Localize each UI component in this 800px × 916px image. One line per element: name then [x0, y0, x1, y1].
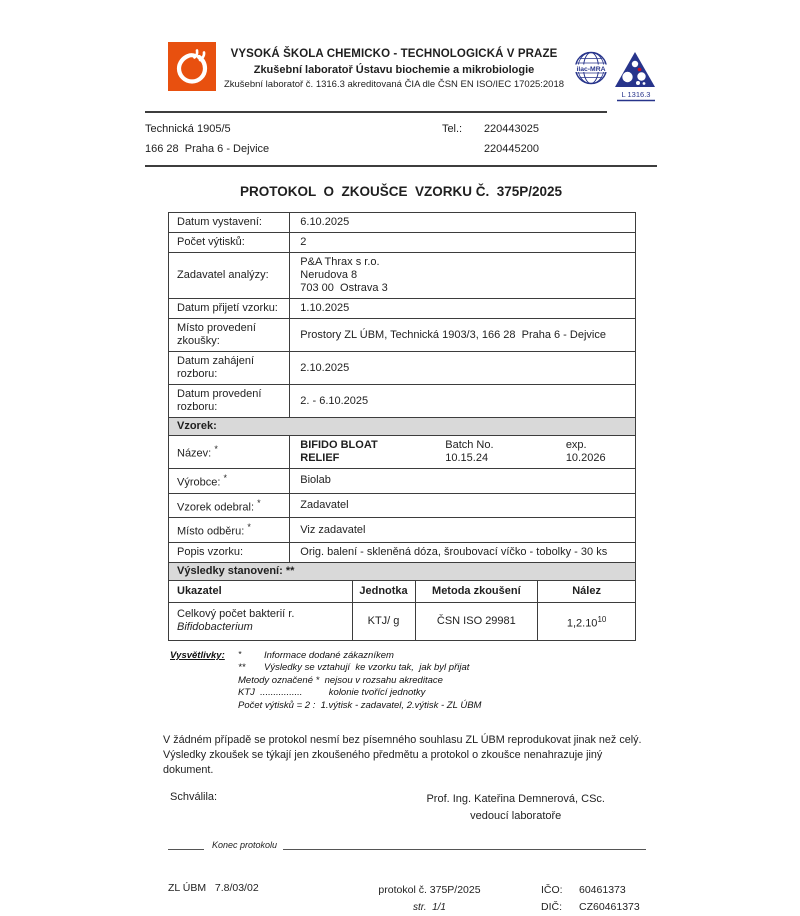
- address-city: 166 28 Praha 6 - Dejvice: [145, 143, 270, 155]
- row-value: Zadavatel: [290, 493, 636, 518]
- header-divider-top: [145, 111, 607, 113]
- result-cell: 1,2.10$^{10}$: [538, 602, 636, 640]
- table-row: [169, 352, 636, 385]
- table-row: [169, 436, 636, 469]
- batch-number: Batch No. 10.15.24: [445, 439, 494, 464]
- tel-label-spacer: [442, 139, 484, 159]
- expiry-date: exp. 10.2026: [565, 439, 606, 464]
- row-value: 2.10.2025: [290, 352, 636, 385]
- header-divider-bottom: [145, 165, 657, 167]
- section-row-sample: [169, 418, 636, 436]
- sample-info-table: [168, 212, 636, 581]
- phone-number-2: 220445200: [483, 143, 539, 155]
- footnote-text: Výsledky se vztahují ke vzorku tak, jak byl přijat: [264, 662, 470, 674]
- laboratory-name: Zkušební laboratoř Ústavu biochemie a mikrobiologie: [253, 64, 535, 76]
- footnote-line: [170, 650, 657, 663]
- end-line-segment-short: [168, 849, 204, 850]
- col-header-unit: Jednotka: [352, 580, 415, 602]
- document-content: [145, 42, 657, 916]
- col-header-indicator: Ukazatel: [169, 580, 353, 602]
- results-table: [168, 580, 636, 641]
- col-header-result: Nález: [538, 580, 636, 602]
- table-row: [169, 518, 636, 543]
- row-value: Prostory ZL ÚBM, Technická 1903/3, 166 28 Praha 6 - Dejvice: [290, 319, 636, 352]
- ico-value: 60461373: [579, 884, 626, 897]
- footer-page-number: str. 1/1: [413, 902, 446, 914]
- ico-label: IČO:: [541, 884, 563, 897]
- table-row: [169, 213, 636, 233]
- row-value: 2. - 6.10.2025: [290, 385, 636, 418]
- col-header-method: Metoda zkoušení: [415, 580, 538, 602]
- table-row: [169, 233, 636, 253]
- document-footer: [168, 882, 646, 916]
- accreditation-line: Zkušební laboratoř č. 1316.3 akreditovaná ČIA dle ČSN EN ISO/IEC 17025:2018: [223, 79, 565, 90]
- cia-accreditation-icon: [613, 50, 657, 102]
- ilac-mra-icon: [572, 50, 610, 90]
- university-name: VYSOKÁ ŠKOLA CHEMICKO - TECHNOLOGICKÁ V PRAZE: [230, 48, 558, 60]
- client-street: Nerudova 8: [300, 269, 358, 281]
- footnote-text: Počet výtisků = 2 : 1.výtisk - zadavatel, 2.výtisk - ZL ÚBM: [238, 699, 482, 711]
- legal-statement: V žádném případě se protokol nesmí bez písemného souhlasu ZL ÚBM reprodukovat jinak než celý. Výsledky zkoušek se týkají jen zkoušeného předmětu a protokol o zkoušce nenahrazuje jiný dokument.: [163, 734, 642, 777]
- results-header-row: [169, 580, 636, 602]
- row-value: [290, 436, 636, 469]
- footer-company-ids: [541, 882, 646, 916]
- end-line-segment-long: [283, 849, 646, 850]
- row-value: 6.10.2025: [290, 213, 636, 233]
- section-header-results: Výsledky stanovení: **: [169, 562, 636, 580]
- phone-block: [442, 119, 539, 159]
- table-row: [169, 253, 636, 299]
- row-label: Název: *: [169, 436, 290, 469]
- footnote-marker: **: [238, 662, 246, 674]
- row-label: Datum zahájení rozboru:: [169, 352, 290, 385]
- row-label: Datum přijetí vzorku:: [169, 299, 290, 319]
- tel-label: Tel.:: [441, 123, 463, 135]
- vscht-logo-icon: [168, 42, 216, 91]
- row-label: Datum vystavení:: [169, 213, 290, 233]
- footer-protocol-number: protokol č. 375P/2025: [378, 884, 481, 897]
- approval-block: [170, 791, 657, 825]
- end-of-protocol-line: [168, 840, 646, 850]
- row-value: Viz zadavatel: [290, 518, 636, 543]
- footer-center: [318, 882, 541, 916]
- footnote-text: Informace dodané zákazníkem: [264, 649, 394, 661]
- footnote-line: [170, 662, 657, 675]
- end-of-protocol-label: Konec protokolu: [212, 840, 278, 851]
- results-data-row: [169, 602, 636, 640]
- method-cell: ČSN ISO 29981: [415, 602, 538, 640]
- accreditation-logos: [572, 42, 657, 102]
- footnote-line: [170, 675, 657, 688]
- footnote-line: [170, 700, 657, 713]
- approver-block: [426, 791, 605, 825]
- sample-name: BIFIDO BLOAT RELIEF: [300, 439, 378, 464]
- row-label: Místo provedení zkoušky:: [169, 319, 290, 352]
- footnote-line: [170, 687, 657, 700]
- header-text-block: [216, 42, 572, 90]
- address-street: Technická 1905/5: [145, 123, 231, 135]
- row-value: 1.10.2025: [290, 299, 636, 319]
- phone-number-1: 220443025: [483, 123, 539, 135]
- footnote-text: KTJ ................ kolonie tvořící jednotky: [238, 687, 426, 699]
- row-value: Orig. balení - skleněná dóza, šroubovací víčko - tobolky - 30 ks: [290, 542, 636, 562]
- table-row: [169, 542, 636, 562]
- approval-label: Schválila:: [170, 791, 218, 804]
- row-value: Biolab: [290, 469, 636, 494]
- table-row: [169, 319, 636, 352]
- table-row: [169, 493, 636, 518]
- table-row: [169, 385, 636, 418]
- retort-glyph-icon: [172, 47, 212, 87]
- indicator-cell: Celkový počet bakterií r. Bifidobacterium: [169, 602, 353, 640]
- unit-cell: KTJ/ g: [352, 602, 415, 640]
- row-label: Zadavatel analýzy:: [169, 253, 290, 299]
- dic-value: CZ60461373: [579, 901, 640, 914]
- approver-role: vedoucí laboratoře: [470, 810, 562, 823]
- client-city: 703 00 Ostrava 3: [300, 282, 388, 294]
- svg-text:ilac-MRA: ilac-MRA: [576, 65, 606, 73]
- table-row: [169, 299, 636, 319]
- address-block: [145, 119, 657, 159]
- lab-address: [145, 119, 442, 159]
- section-row-results: [169, 562, 636, 580]
- footnotes-label: Vysvětlivky:: [170, 649, 225, 661]
- row-value: [290, 253, 636, 299]
- dic-label: DIČ:: [541, 901, 562, 914]
- page-title: PROTOKOL O ZKOUŠCE VZORKU Č. 375P/2025: [239, 184, 563, 199]
- row-label: Vzorek odebral: *: [169, 493, 290, 518]
- row-label: Počet výtisků:: [169, 233, 290, 253]
- row-label: Datum provedení rozboru:: [169, 385, 290, 418]
- table-row: [169, 469, 636, 494]
- svg-text:L 1316.3: L 1316.3: [621, 90, 651, 99]
- row-label: Výrobce: *: [169, 469, 290, 494]
- document-header: [145, 42, 657, 102]
- client-name: P&A Thrax s r.o.: [300, 256, 380, 268]
- row-label: Popis vzorku:: [169, 542, 290, 562]
- section-header-sample: Vzorek:: [169, 418, 636, 436]
- row-label: Místo odběru: *: [169, 518, 290, 543]
- footnotes-block: [170, 650, 657, 713]
- row-value: 2: [290, 233, 636, 253]
- footnote-marker: *: [238, 648, 242, 659]
- approver-name: Prof. Ing. Kateřina Demnerová, CSc.: [426, 793, 605, 806]
- footer-doc-code: ZL ÚBM 7.8/03/02: [168, 882, 259, 895]
- footnote-text: Metody označené * nejsou v rozsahu akreditace: [238, 674, 443, 686]
